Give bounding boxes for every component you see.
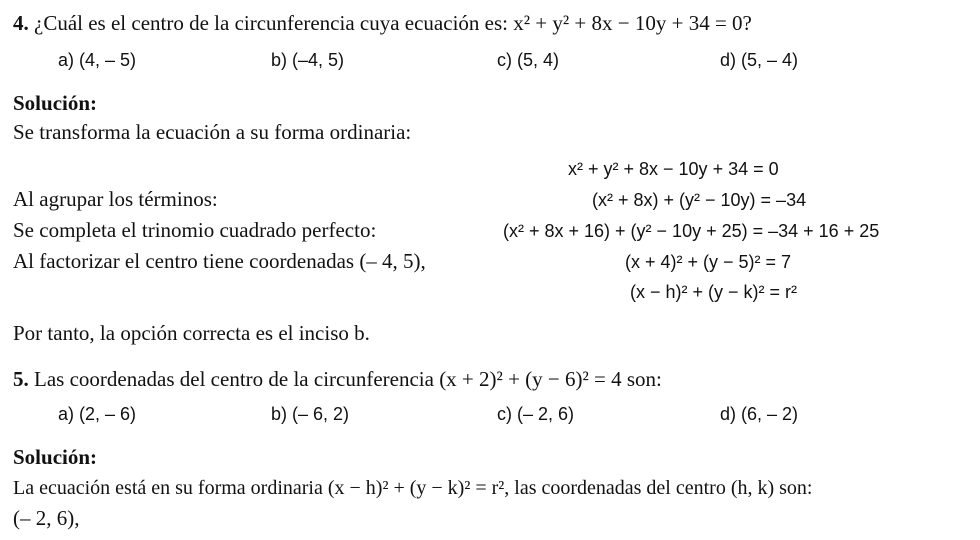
problem-4-option-b: b) (–4, 5) (271, 50, 345, 70)
problem-5-solution-line-2: (– 2, 6), (13, 506, 80, 530)
problem-4-option-a: a) (4, – 5) (58, 50, 137, 70)
problem-4-equation-complete: (x² + 8x + 16) + (y² − 10y + 25) = –34 + 16 + 25 (503, 221, 880, 241)
problem-5-number: 5. (13, 367, 29, 391)
problem-5-statement: Las coordenadas del centro de la circunferencia (x + 2)² + (y − 6)² = 4 son: (34, 367, 662, 391)
problem-4-number: 4. (13, 11, 29, 35)
problem-4-statement-line (13, 10, 752, 36)
problem-4-solution-heading: Solución: (13, 91, 98, 115)
problem-4-statement: ¿Cuál es el centro de la circunferencia cuya ecuación es: x² + y² + 8x − 10y + 34 = 0? (34, 11, 752, 35)
problem-4-option-d: d) (5, – 4) (720, 50, 799, 70)
problem-5-option-b: b) (– 6, 2) (271, 404, 350, 424)
problem-5-solution-line-1: La ecuación está en su forma ordinaria (x − h)² + (y − k)² = r², las coordenadas del centro (h, k) son: (13, 477, 813, 499)
problem-4-equation-general: (x − h)² + (y − k)² = r² (630, 282, 798, 302)
problem-4-equation-factor: (x + 4)² + (y − 5)² = 7 (625, 252, 792, 272)
problem-4-option-c: c) (5, 4) (497, 50, 560, 70)
problem-4-equation-1: x² + y² + 8x − 10y + 34 = 0 (568, 159, 779, 179)
problem-4-step-group: Al agrupar los términos: (13, 187, 218, 211)
problem-5-solution-heading: Solución: (13, 445, 98, 469)
problem-5-statement-line (13, 366, 662, 392)
problem-5-option-a: a) (2, – 6) (58, 404, 137, 424)
problem-5-option-c: c) (– 2, 6) (497, 404, 575, 424)
problem-4-equation-group: (x² + 8x) + (y² − 10y) = –34 (592, 190, 807, 210)
problem-5-option-d: d) (6, – 2) (720, 404, 799, 424)
problem-4-step-complete: Se completa el trinomio cuadrado perfecto: (13, 218, 377, 242)
problem-4-conclusion: Por tanto, la opción correcta es el inciso b. (13, 321, 370, 345)
problem-4-intro: Se transforma la ecuación a su forma ordinaria: (13, 120, 412, 144)
problem-4-step-factor: Al factorizar el centro tiene coordenadas (– 4, 5), (13, 249, 426, 273)
